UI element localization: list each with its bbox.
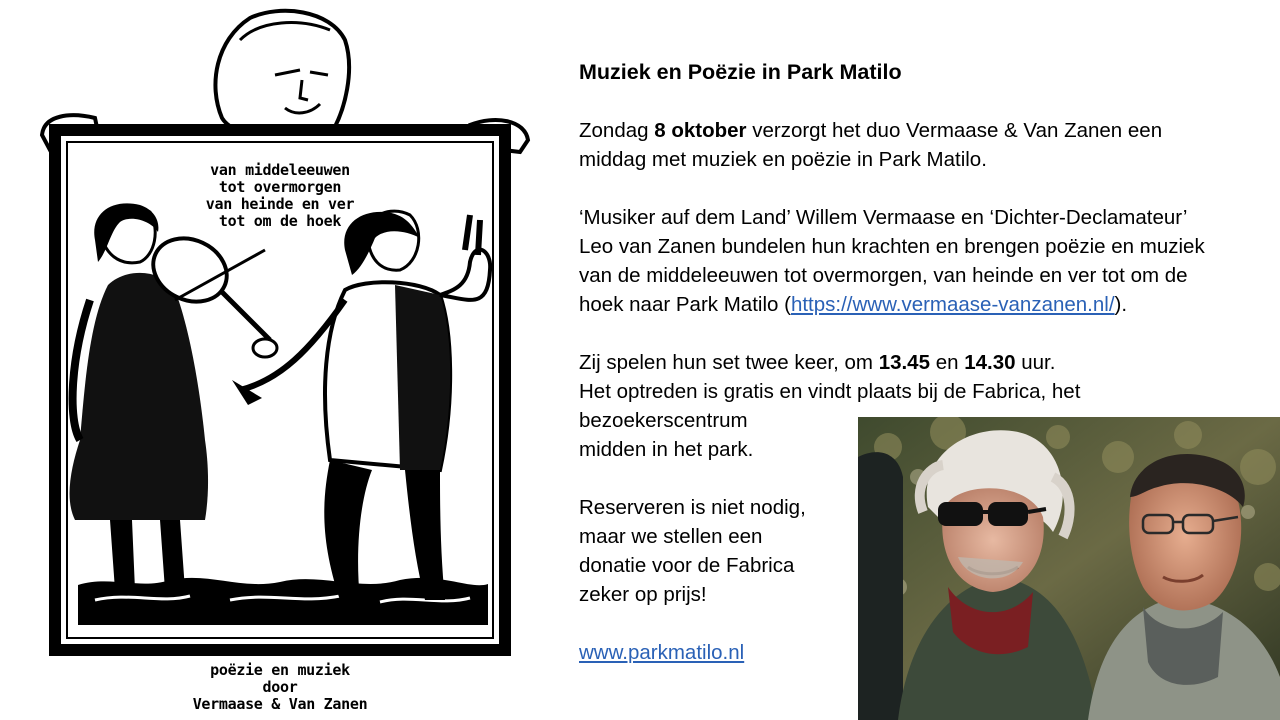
description-line: Leo van Zanen bundelen hun krachten en brengen poëzie en muziek (579, 235, 1205, 258)
poster-tagline-line: tot om de hoek (218, 212, 342, 230)
event-date: 8 oktober (654, 119, 747, 142)
schedule-text: uur. (1015, 351, 1056, 374)
poster-credits-line: Vermaase & Van Zanen (192, 695, 368, 713)
description-line: hoek naar Park Matilo ( (579, 293, 791, 316)
article-title: Muziek en Poëzie in Park Matilo (579, 60, 902, 84)
schedule-line: bezoekerscentrum (579, 409, 748, 432)
schedule-text: en (930, 351, 965, 374)
poster-credits (130, 662, 430, 713)
intro-text: verzorgt het duo Vermaase & Van Zanen een (746, 119, 1163, 142)
description-line: van de middeleeuwen tot overmorgen, van heinde en ver tot om de (579, 264, 1188, 287)
description-line: ‘Musiker auf dem Land’ Willem Vermaase en ‘Dichter-Declamateur’ (579, 206, 1188, 229)
schedule-text: Zij spelen hun set twee keer, om (579, 351, 879, 374)
schedule-line: Het optreden is gratis en vindt plaats bij de Fabrica, het (579, 380, 1081, 403)
intro-text: middag met muziek en poëzie in Park Matilo. (579, 148, 987, 171)
paragraph-description (579, 203, 1269, 319)
poster-tagline-line: tot overmorgen (218, 178, 342, 196)
poster-tagline (160, 162, 400, 230)
reservation-line: maar we stellen een (579, 525, 763, 548)
poster-credits-line: poëzie en muziek (210, 661, 350, 679)
poster-drawing (0, 0, 560, 720)
schedule-line: midden in het park. (579, 438, 754, 461)
description-line: ). (1114, 293, 1128, 316)
performers-photo (858, 417, 1280, 720)
reservation-line: zeker op prijs! (579, 583, 707, 606)
poster-credits-line: door (262, 678, 298, 696)
reservation-line: donatie voor de Fabrica (579, 554, 795, 577)
vermaase-vanzanen-link[interactable]: https://www.vermaase-vanzanen.nl/ (790, 293, 1115, 316)
time-second: 14.30 (964, 351, 1016, 374)
poster-illustration (0, 0, 560, 720)
parkmatilo-link[interactable]: www.parkmatilo.nl (579, 641, 745, 664)
poster-tagline-line: van heinde en ver (205, 195, 355, 213)
reservation-line: Reserveren is niet nodig, (579, 496, 806, 519)
time-first: 13.45 (878, 351, 930, 374)
poster-tagline-line: van middeleeuwen (210, 161, 350, 179)
intro-text: Zondag (579, 119, 655, 142)
performers-photo-drawing (858, 417, 1280, 720)
paragraph-intro (579, 116, 1269, 174)
